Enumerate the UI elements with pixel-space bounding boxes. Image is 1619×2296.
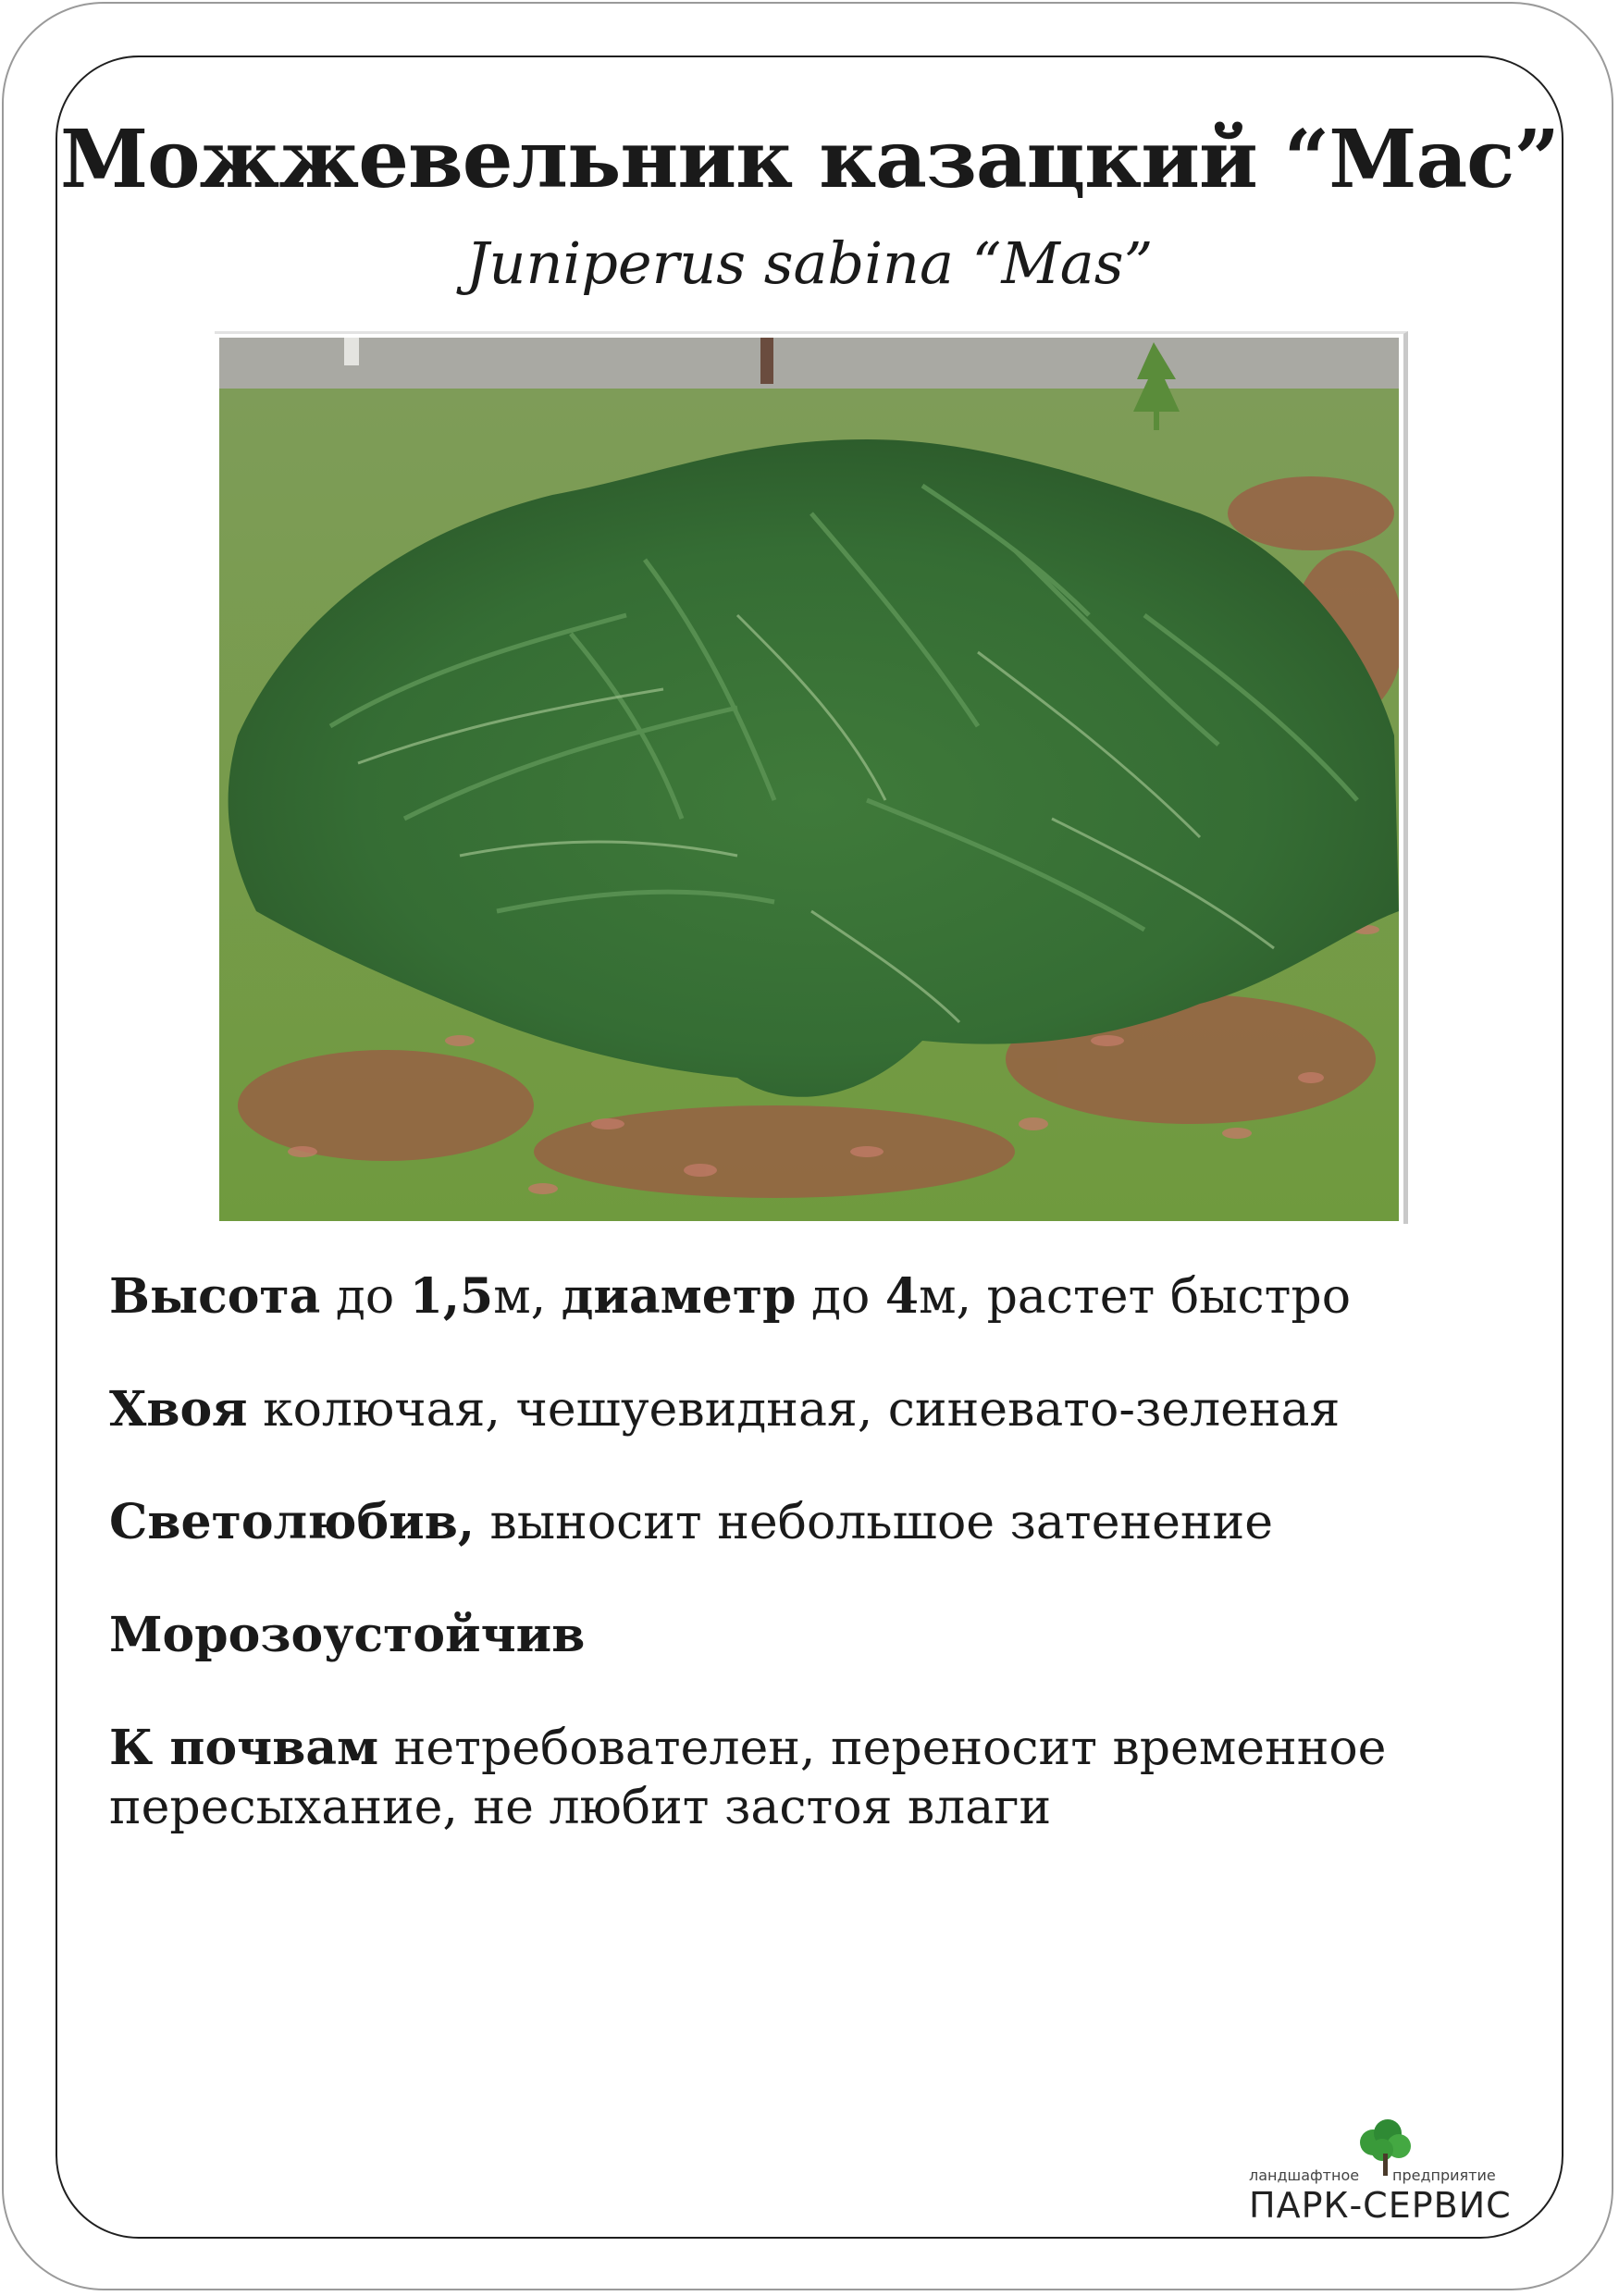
fact-text: м, bbox=[493, 1269, 562, 1325]
fact-text: нетребователен, переносит временное пересыхание, не любит застоя влаги bbox=[109, 1721, 1387, 1835]
fact-needles bbox=[109, 1380, 1515, 1439]
logo-brand-name: ПАРК-СЕРВИС bbox=[1249, 2185, 1512, 2226]
company-logo bbox=[1230, 2118, 1545, 2239]
fact-light bbox=[109, 1493, 1515, 1552]
facts-list bbox=[109, 1267, 1515, 1891]
fact-text: колючая, чешуевидная, синевато-зеленая bbox=[247, 1382, 1341, 1438]
fact-label: Хвоя bbox=[109, 1381, 248, 1438]
fact-text: м, растет быстро bbox=[919, 1269, 1351, 1325]
latin-name: Juniperus sabina “Mas” bbox=[465, 229, 1154, 297]
fact-text: выносит небольшое затенение bbox=[474, 1495, 1273, 1550]
fact-height bbox=[109, 1267, 1515, 1327]
fact-soil bbox=[109, 1719, 1515, 1837]
fact-text: до bbox=[796, 1269, 885, 1325]
fact-value: 1,5 bbox=[409, 1268, 494, 1325]
fact-label: Высота bbox=[109, 1268, 321, 1325]
fact-text: до bbox=[320, 1269, 410, 1325]
fact-value: 4 bbox=[884, 1268, 920, 1325]
page-title: Можжевельник казацкий “Мас” bbox=[59, 113, 1560, 206]
juniper-shrub-photo bbox=[219, 338, 1399, 1221]
logo-tagline-left: ландшафтное bbox=[1249, 2166, 1360, 2184]
fact-label: Морозоустойчив bbox=[109, 1607, 586, 1663]
fact-label: К почвам bbox=[109, 1720, 379, 1776]
logo-tagline-right: предприятие bbox=[1392, 2166, 1496, 2184]
fact-label: Светолюбив, bbox=[109, 1494, 475, 1550]
fact-frost bbox=[109, 1606, 1515, 1665]
fact-label: диаметр bbox=[561, 1268, 797, 1325]
